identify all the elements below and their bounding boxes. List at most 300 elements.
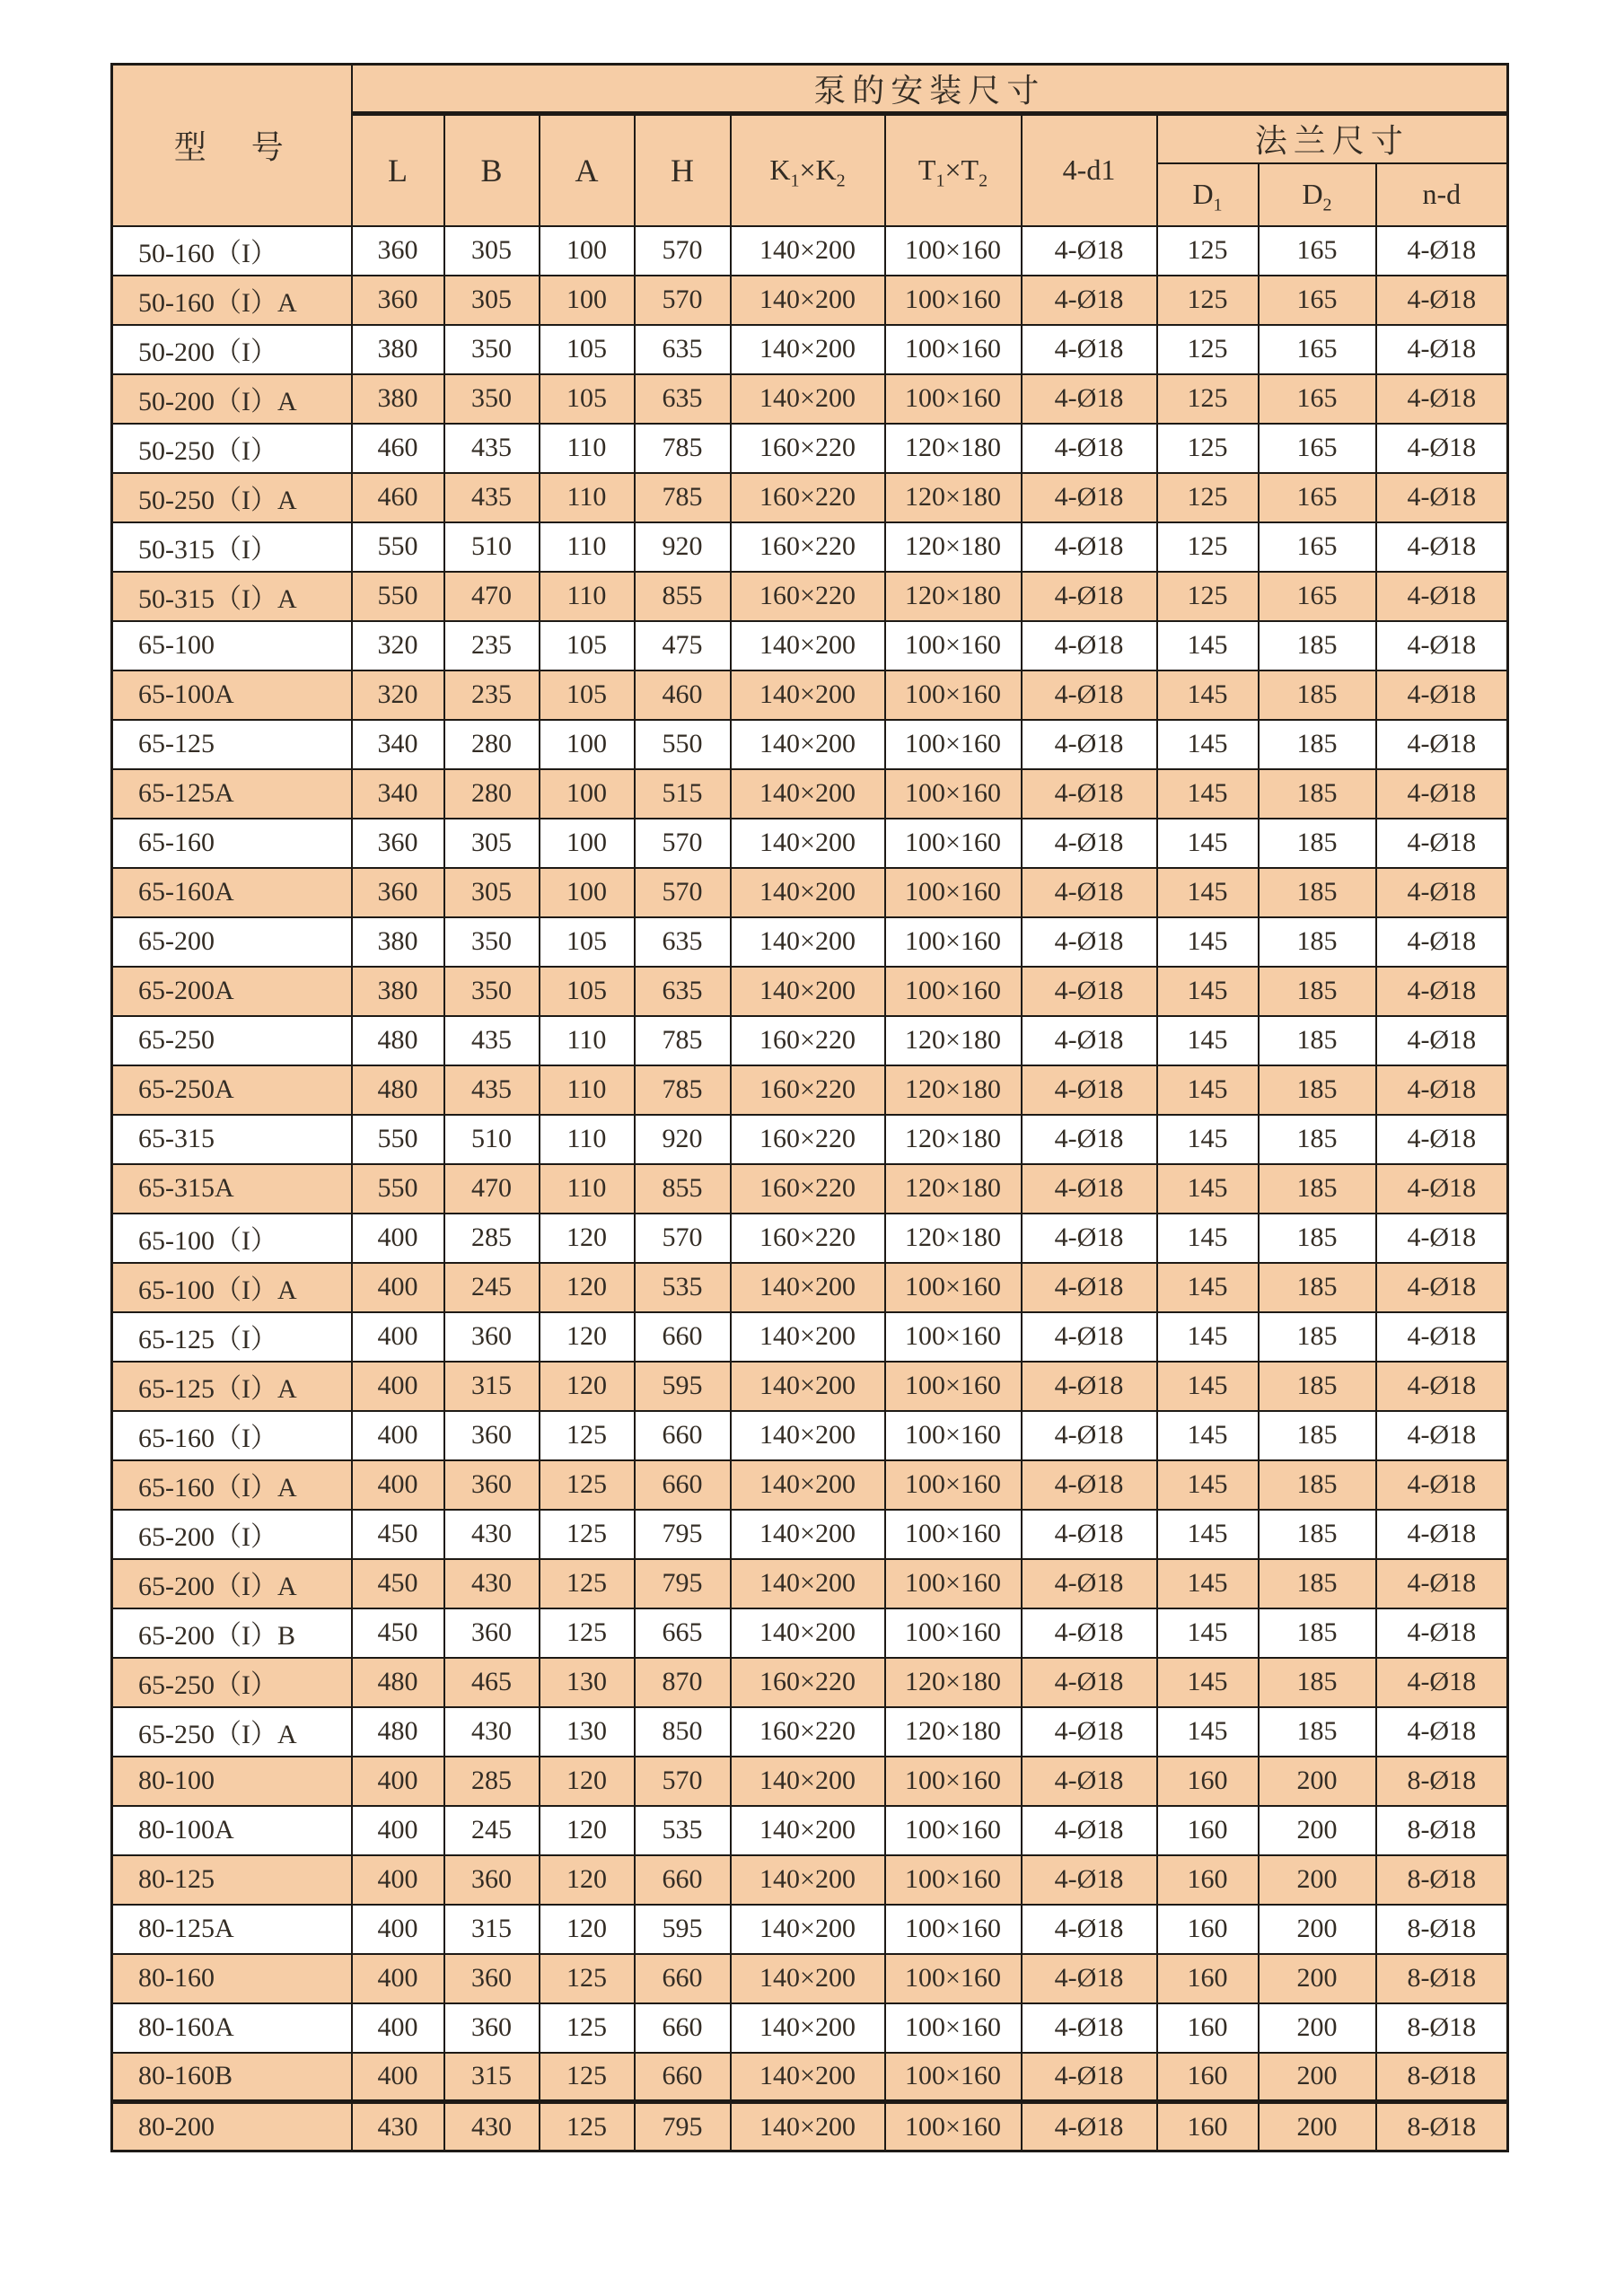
cell-D2: 200 — [1259, 1954, 1376, 2003]
cell-T: 120×180 — [885, 1214, 1022, 1263]
cell-K: 140×200 — [731, 1460, 885, 1510]
cell-model: 65-200A — [112, 967, 352, 1016]
cell-D2: 185 — [1259, 1164, 1376, 1214]
table-row — [112, 1905, 1508, 1954]
cell-B: 315 — [444, 1905, 540, 1954]
cell-d1: 4-Ø18 — [1022, 325, 1157, 374]
cell-H: 660 — [635, 1954, 731, 2003]
cell-model: 65-160（I）A — [112, 1460, 352, 1510]
cell-D2: 165 — [1259, 473, 1376, 522]
table-row — [112, 1065, 1508, 1115]
table-row — [112, 572, 1508, 621]
cell-A: 105 — [540, 967, 635, 1016]
table-row — [112, 522, 1508, 572]
table-row — [112, 1263, 1508, 1312]
cell-T: 100×160 — [885, 670, 1022, 720]
cell-D2: 185 — [1259, 1510, 1376, 1559]
cell-K: 140×200 — [731, 1559, 885, 1608]
cell-K: 140×200 — [731, 325, 885, 374]
cell-nd: 4-Ø18 — [1376, 769, 1508, 819]
cell-D2: 200 — [1259, 1855, 1376, 1905]
cell-d1: 4-Ø18 — [1022, 572, 1157, 621]
cell-H: 795 — [635, 1510, 731, 1559]
table-row — [112, 1658, 1508, 1707]
cell-nd: 4-Ø18 — [1376, 670, 1508, 720]
cell-H: 795 — [635, 2102, 731, 2151]
cell-A: 125 — [540, 2053, 635, 2102]
cell-D1: 125 — [1157, 572, 1259, 621]
table-row — [112, 1362, 1508, 1411]
table-row — [112, 1608, 1508, 1658]
cell-B: 360 — [444, 2003, 540, 2053]
cell-D1: 125 — [1157, 226, 1259, 276]
cell-d1: 4-Ø18 — [1022, 1411, 1157, 1460]
cell-L: 400 — [352, 1757, 444, 1806]
cell-T: 100×160 — [885, 720, 1022, 769]
cell-L: 360 — [352, 819, 444, 868]
cell-d1: 4-Ø18 — [1022, 819, 1157, 868]
cell-model: 65-160A — [112, 868, 352, 917]
cell-A: 105 — [540, 917, 635, 967]
cell-H: 660 — [635, 1855, 731, 1905]
table-row — [112, 868, 1508, 917]
cell-nd: 4-Ø18 — [1376, 522, 1508, 572]
cell-model: 50-200（I） — [112, 325, 352, 374]
cell-model: 80-125A — [112, 1905, 352, 1954]
cell-K: 140×200 — [731, 1510, 885, 1559]
cell-A: 100 — [540, 226, 635, 276]
cell-A: 110 — [540, 522, 635, 572]
table-row — [112, 276, 1508, 325]
cell-d1: 4-Ø18 — [1022, 522, 1157, 572]
cell-T: 100×160 — [885, 917, 1022, 967]
cell-K: 140×200 — [731, 2053, 885, 2102]
cell-B: 360 — [444, 1460, 540, 1510]
table-row — [112, 670, 1508, 720]
cell-D1: 145 — [1157, 621, 1259, 670]
cell-model: 80-200 — [112, 2102, 352, 2151]
cell-K: 160×220 — [731, 473, 885, 522]
cell-H: 515 — [635, 769, 731, 819]
cell-D1: 125 — [1157, 374, 1259, 424]
cell-T: 100×160 — [885, 1608, 1022, 1658]
cell-T: 100×160 — [885, 325, 1022, 374]
cell-B: 315 — [444, 1362, 540, 1411]
cell-T: 120×180 — [885, 473, 1022, 522]
cell-D2: 185 — [1259, 868, 1376, 917]
cell-T: 120×180 — [885, 1115, 1022, 1164]
cell-L: 340 — [352, 769, 444, 819]
cell-model: 65-160（I） — [112, 1411, 352, 1460]
cell-model: 80-100 — [112, 1757, 352, 1806]
cell-A: 110 — [540, 572, 635, 621]
cell-B: 235 — [444, 621, 540, 670]
cell-K: 140×200 — [731, 1263, 885, 1312]
cell-d1: 4-Ø18 — [1022, 2053, 1157, 2102]
cell-L: 360 — [352, 226, 444, 276]
cell-H: 795 — [635, 1559, 731, 1608]
cell-nd: 8-Ø18 — [1376, 1855, 1508, 1905]
cell-T: 100×160 — [885, 769, 1022, 819]
cell-H: 920 — [635, 1115, 731, 1164]
cell-A: 120 — [540, 1806, 635, 1855]
cell-L: 400 — [352, 1855, 444, 1905]
cell-B: 435 — [444, 1065, 540, 1115]
cell-L: 450 — [352, 1510, 444, 1559]
cell-nd: 4-Ø18 — [1376, 1707, 1508, 1757]
cell-model: 50-160（I） — [112, 226, 352, 276]
cell-D1: 145 — [1157, 1658, 1259, 1707]
cell-L: 400 — [352, 1263, 444, 1312]
cell-B: 435 — [444, 424, 540, 473]
cell-A: 125 — [540, 1460, 635, 1510]
cell-D1: 145 — [1157, 1411, 1259, 1460]
cell-K: 140×200 — [731, 769, 885, 819]
cell-A: 125 — [540, 1608, 635, 1658]
cell-B: 305 — [444, 226, 540, 276]
cell-D1: 125 — [1157, 473, 1259, 522]
cell-nd: 4-Ø18 — [1376, 374, 1508, 424]
cell-D2: 165 — [1259, 374, 1376, 424]
cell-d1: 4-Ø18 — [1022, 1263, 1157, 1312]
table-row — [112, 1016, 1508, 1065]
cell-D1: 160 — [1157, 1757, 1259, 1806]
cell-B: 360 — [444, 1411, 540, 1460]
cell-B: 510 — [444, 1115, 540, 1164]
cell-D2: 200 — [1259, 1905, 1376, 1954]
cell-L: 380 — [352, 967, 444, 1016]
cell-T: 100×160 — [885, 1757, 1022, 1806]
cell-model: 65-200 — [112, 917, 352, 967]
cell-T: 120×180 — [885, 522, 1022, 572]
cell-K: 160×220 — [731, 1658, 885, 1707]
cell-L: 480 — [352, 1707, 444, 1757]
cell-D1: 145 — [1157, 1312, 1259, 1362]
table-row — [112, 1460, 1508, 1510]
cell-D1: 145 — [1157, 670, 1259, 720]
cell-model: 65-100 — [112, 621, 352, 670]
cell-model: 65-315 — [112, 1115, 352, 1164]
cell-A: 100 — [540, 276, 635, 325]
cell-B: 510 — [444, 522, 540, 572]
cell-model: 65-200（I）A — [112, 1559, 352, 1608]
cell-nd: 4-Ø18 — [1376, 1065, 1508, 1115]
cell-H: 595 — [635, 1905, 731, 1954]
cell-H: 535 — [635, 1263, 731, 1312]
cell-A: 110 — [540, 1016, 635, 1065]
cell-d1: 4-Ø18 — [1022, 917, 1157, 967]
cell-H: 665 — [635, 1608, 731, 1658]
cell-L: 460 — [352, 424, 444, 473]
cell-d1: 4-Ø18 — [1022, 720, 1157, 769]
cell-d1: 4-Ø18 — [1022, 1954, 1157, 2003]
cell-nd: 4-Ø18 — [1376, 1411, 1508, 1460]
header-model: 型 号 — [112, 65, 352, 226]
cell-D1: 145 — [1157, 1510, 1259, 1559]
cell-B: 350 — [444, 917, 540, 967]
cell-L: 400 — [352, 2053, 444, 2102]
cell-A: 125 — [540, 1510, 635, 1559]
cell-D1: 145 — [1157, 769, 1259, 819]
cell-T: 120×180 — [885, 1658, 1022, 1707]
cell-D1: 145 — [1157, 1214, 1259, 1263]
cell-nd: 4-Ø18 — [1376, 276, 1508, 325]
cell-L: 400 — [352, 1905, 444, 1954]
cell-D2: 185 — [1259, 1065, 1376, 1115]
cell-model: 65-160 — [112, 819, 352, 868]
cell-nd: 4-Ø18 — [1376, 1460, 1508, 1510]
cell-D1: 160 — [1157, 1905, 1259, 1954]
cell-A: 125 — [540, 1954, 635, 2003]
cell-K: 140×200 — [731, 917, 885, 967]
table-row — [112, 2102, 1508, 2151]
cell-B: 470 — [444, 572, 540, 621]
table-row — [112, 819, 1508, 868]
cell-T: 100×160 — [885, 2102, 1022, 2151]
cell-K: 160×220 — [731, 1065, 885, 1115]
cell-model: 50-315（I）A — [112, 572, 352, 621]
cell-model: 65-250 — [112, 1016, 352, 1065]
cell-B: 245 — [444, 1806, 540, 1855]
cell-K: 140×200 — [731, 819, 885, 868]
cell-A: 125 — [540, 2003, 635, 2053]
cell-K: 140×200 — [731, 868, 885, 917]
cell-K: 160×220 — [731, 522, 885, 572]
cell-A: 125 — [540, 1411, 635, 1460]
cell-H: 635 — [635, 967, 731, 1016]
cell-D2: 185 — [1259, 1263, 1376, 1312]
cell-nd: 4-Ø18 — [1376, 1164, 1508, 1214]
cell-D2: 185 — [1259, 1214, 1376, 1263]
cell-B: 465 — [444, 1658, 540, 1707]
cell-A: 110 — [540, 1065, 635, 1115]
cell-A: 105 — [540, 325, 635, 374]
cell-B: 285 — [444, 1757, 540, 1806]
cell-A: 130 — [540, 1658, 635, 1707]
cell-D1: 160 — [1157, 2102, 1259, 2151]
cell-nd: 4-Ø18 — [1376, 1115, 1508, 1164]
cell-B: 470 — [444, 1164, 540, 1214]
cell-D1: 125 — [1157, 424, 1259, 473]
cell-H: 785 — [635, 1016, 731, 1065]
cell-H: 635 — [635, 325, 731, 374]
cell-model: 80-160B — [112, 2053, 352, 2102]
cell-K: 140×200 — [731, 967, 885, 1016]
cell-B: 350 — [444, 374, 540, 424]
cell-nd: 4-Ø18 — [1376, 424, 1508, 473]
cell-D2: 185 — [1259, 1016, 1376, 1065]
cell-D2: 185 — [1259, 967, 1376, 1016]
cell-d1: 4-Ø18 — [1022, 1460, 1157, 1510]
cell-K: 140×200 — [731, 374, 885, 424]
cell-B: 235 — [444, 670, 540, 720]
cell-T: 120×180 — [885, 1016, 1022, 1065]
cell-nd: 4-Ø18 — [1376, 226, 1508, 276]
cell-B: 305 — [444, 819, 540, 868]
cell-T: 100×160 — [885, 226, 1022, 276]
cell-d1: 4-Ø18 — [1022, 1214, 1157, 1263]
cell-H: 570 — [635, 1214, 731, 1263]
cell-D1: 145 — [1157, 720, 1259, 769]
header-col-K1xK2: $K_1\times K_2$ — [731, 114, 885, 226]
cell-H: 785 — [635, 1065, 731, 1115]
table-row — [112, 374, 1508, 424]
cell-B: 435 — [444, 1016, 540, 1065]
cell-D2: 185 — [1259, 1460, 1376, 1510]
cell-L: 480 — [352, 1658, 444, 1707]
table-row — [112, 1214, 1508, 1263]
cell-D1: 145 — [1157, 819, 1259, 868]
cell-T: 100×160 — [885, 1855, 1022, 1905]
cell-B: 285 — [444, 1214, 540, 1263]
cell-D2: 185 — [1259, 1559, 1376, 1608]
cell-K: 160×220 — [731, 1707, 885, 1757]
cell-L: 430 — [352, 2102, 444, 2151]
cell-A: 110 — [540, 473, 635, 522]
table-row — [112, 2003, 1508, 2053]
cell-d1: 4-Ø18 — [1022, 473, 1157, 522]
table-row — [112, 325, 1508, 374]
cell-nd: 8-Ø18 — [1376, 2053, 1508, 2102]
cell-H: 635 — [635, 374, 731, 424]
cell-model: 65-100（I）A — [112, 1263, 352, 1312]
cell-T: 100×160 — [885, 868, 1022, 917]
cell-model: 65-125A — [112, 769, 352, 819]
cell-D1: 145 — [1157, 1164, 1259, 1214]
table-row — [112, 1559, 1508, 1608]
table-row — [112, 2053, 1508, 2102]
cell-d1: 4-Ø18 — [1022, 424, 1157, 473]
cell-K: 140×200 — [731, 1954, 885, 2003]
cell-T: 100×160 — [885, 1411, 1022, 1460]
cell-A: 120 — [540, 1362, 635, 1411]
cell-D2: 185 — [1259, 917, 1376, 967]
cell-K: 140×200 — [731, 1855, 885, 1905]
cell-D1: 145 — [1157, 1263, 1259, 1312]
cell-D2: 185 — [1259, 1411, 1376, 1460]
cell-L: 320 — [352, 670, 444, 720]
table-row — [112, 1510, 1508, 1559]
cell-nd: 4-Ø18 — [1376, 1312, 1508, 1362]
cell-nd: 4-Ø18 — [1376, 473, 1508, 522]
cell-nd: 4-Ø18 — [1376, 967, 1508, 1016]
cell-T: 120×180 — [885, 1707, 1022, 1757]
cell-d1: 4-Ø18 — [1022, 226, 1157, 276]
cell-K: 160×220 — [731, 1164, 885, 1214]
cell-nd: 4-Ø18 — [1376, 1016, 1508, 1065]
cell-T: 100×160 — [885, 1312, 1022, 1362]
header-col-D2: $D_2$ — [1259, 163, 1376, 226]
cell-model: 65-315A — [112, 1164, 352, 1214]
cell-K: 140×200 — [731, 1411, 885, 1460]
cell-D2: 185 — [1259, 819, 1376, 868]
cell-K: 140×200 — [731, 1757, 885, 1806]
table-row — [112, 1757, 1508, 1806]
table-row — [112, 473, 1508, 522]
cell-d1: 4-Ø18 — [1022, 1016, 1157, 1065]
cell-model: 65-250A — [112, 1065, 352, 1115]
cell-H: 660 — [635, 1312, 731, 1362]
cell-model: 50-200（I）A — [112, 374, 352, 424]
cell-B: 430 — [444, 2102, 540, 2151]
cell-D2: 185 — [1259, 621, 1376, 670]
cell-d1: 4-Ø18 — [1022, 1065, 1157, 1115]
cell-D2: 200 — [1259, 2102, 1376, 2151]
cell-A: 130 — [540, 1707, 635, 1757]
cell-model: 80-160A — [112, 2003, 352, 2053]
cell-D2: 200 — [1259, 1806, 1376, 1855]
cell-B: 315 — [444, 2053, 540, 2102]
cell-K: 160×220 — [731, 424, 885, 473]
cell-d1: 4-Ø18 — [1022, 1164, 1157, 1214]
cell-D1: 145 — [1157, 1362, 1259, 1411]
table-row — [112, 769, 1508, 819]
cell-D2: 165 — [1259, 276, 1376, 325]
cell-D2: 185 — [1259, 1312, 1376, 1362]
cell-K: 140×200 — [731, 226, 885, 276]
cell-L: 550 — [352, 572, 444, 621]
cell-A: 120 — [540, 1855, 635, 1905]
cell-T: 100×160 — [885, 374, 1022, 424]
cell-nd: 4-Ø18 — [1376, 572, 1508, 621]
cell-A: 120 — [540, 1214, 635, 1263]
cell-L: 400 — [352, 1954, 444, 2003]
cell-L: 480 — [352, 1016, 444, 1065]
pump-dimensions-table — [110, 63, 1509, 2152]
cell-T: 100×160 — [885, 1806, 1022, 1855]
cell-K: 160×220 — [731, 1214, 885, 1263]
header-col-A: A — [540, 114, 635, 226]
cell-model: 65-200（I）B — [112, 1608, 352, 1658]
table-row — [112, 1115, 1508, 1164]
cell-A: 100 — [540, 819, 635, 868]
cell-nd: 8-Ø18 — [1376, 1806, 1508, 1855]
cell-d1: 4-Ø18 — [1022, 1757, 1157, 1806]
cell-H: 635 — [635, 917, 731, 967]
table-row — [112, 1164, 1508, 1214]
cell-H: 570 — [635, 868, 731, 917]
cell-D1: 145 — [1157, 1460, 1259, 1510]
cell-T: 120×180 — [885, 424, 1022, 473]
cell-d1: 4-Ø18 — [1022, 1559, 1157, 1608]
cell-nd: 4-Ø18 — [1376, 917, 1508, 967]
header-col-L: L — [352, 114, 444, 226]
cell-H: 660 — [635, 2003, 731, 2053]
cell-nd: 4-Ø18 — [1376, 868, 1508, 917]
cell-D1: 145 — [1157, 1115, 1259, 1164]
cell-d1: 4-Ø18 — [1022, 1115, 1157, 1164]
table-row — [112, 1707, 1508, 1757]
cell-model: 65-125（I） — [112, 1312, 352, 1362]
cell-D2: 185 — [1259, 720, 1376, 769]
cell-D2: 200 — [1259, 2003, 1376, 2053]
cell-H: 785 — [635, 473, 731, 522]
cell-B: 350 — [444, 967, 540, 1016]
cell-T: 100×160 — [885, 1905, 1022, 1954]
cell-A: 120 — [540, 1905, 635, 1954]
cell-L: 400 — [352, 1460, 444, 1510]
pump-dimensions-table-wrap — [110, 63, 1506, 2152]
table-row — [112, 1954, 1508, 2003]
cell-d1: 4-Ø18 — [1022, 374, 1157, 424]
cell-D1: 160 — [1157, 2003, 1259, 2053]
cell-nd: 4-Ø18 — [1376, 1510, 1508, 1559]
cell-A: 105 — [540, 374, 635, 424]
cell-A: 110 — [540, 1164, 635, 1214]
cell-L: 360 — [352, 276, 444, 325]
header-install-dimensions: 泵的安装尺寸 — [352, 65, 1508, 114]
cell-model: 65-100A — [112, 670, 352, 720]
